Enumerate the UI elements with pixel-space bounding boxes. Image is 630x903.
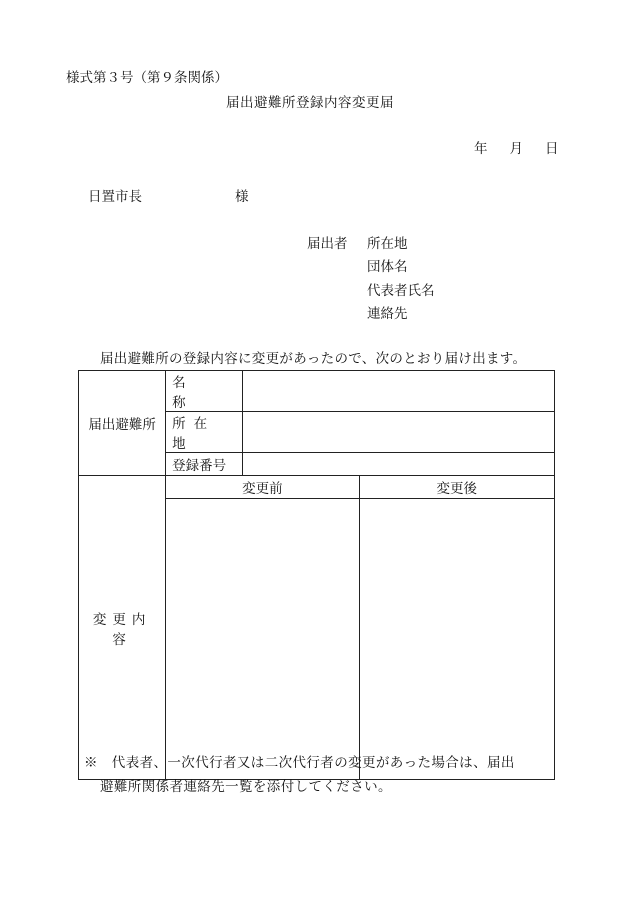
row-label-name: 名称 bbox=[166, 371, 243, 412]
registration-change-table bbox=[78, 370, 555, 780]
note-line-1: ※ 代表者、一次代行者又は二次代行者の変更があった場合は、届出 bbox=[84, 755, 515, 771]
change-label: 変更内容 bbox=[79, 476, 166, 780]
row-label-location: 所在地 bbox=[166, 412, 243, 453]
submitter-field-address: 所在地 bbox=[367, 236, 408, 252]
date-line bbox=[474, 137, 559, 157]
intro-text: 届出避難所の登録内容に変更があったので、次のとおり届け出ます。 bbox=[100, 351, 527, 367]
honorific: 様 bbox=[235, 189, 249, 205]
date-month-label: 月 bbox=[509, 141, 523, 157]
before-value-cell[interactable] bbox=[166, 499, 359, 780]
note-line-2: 避難所関係者連絡先一覧を添付してください。 bbox=[100, 779, 392, 795]
section-label: 届出避難所 bbox=[79, 371, 166, 476]
document-title: 届出避難所登録内容変更届 bbox=[226, 95, 394, 111]
form-number: 様式第３号（第９条関係） bbox=[66, 70, 228, 86]
after-header: 変更後 bbox=[359, 476, 554, 499]
date-year-label: 年 bbox=[474, 141, 488, 157]
addressee: 日置市長 bbox=[88, 189, 142, 205]
name-value-cell[interactable] bbox=[243, 371, 555, 412]
table-row bbox=[79, 371, 555, 412]
submitter-field-representative: 代表者氏名 bbox=[367, 283, 435, 299]
submitter-field-organization: 団体名 bbox=[367, 259, 408, 275]
submitter-field-contact: 連絡先 bbox=[367, 306, 408, 322]
before-header: 変更前 bbox=[166, 476, 359, 499]
after-value-cell[interactable] bbox=[359, 499, 554, 780]
row-label-registration-number: 登録番号 bbox=[166, 453, 243, 476]
submitter-label: 届出者 bbox=[307, 236, 348, 252]
registration-number-value-cell[interactable] bbox=[243, 453, 555, 476]
location-value-cell[interactable] bbox=[243, 412, 555, 453]
table-row bbox=[79, 476, 555, 499]
date-day-label: 日 bbox=[545, 141, 559, 157]
